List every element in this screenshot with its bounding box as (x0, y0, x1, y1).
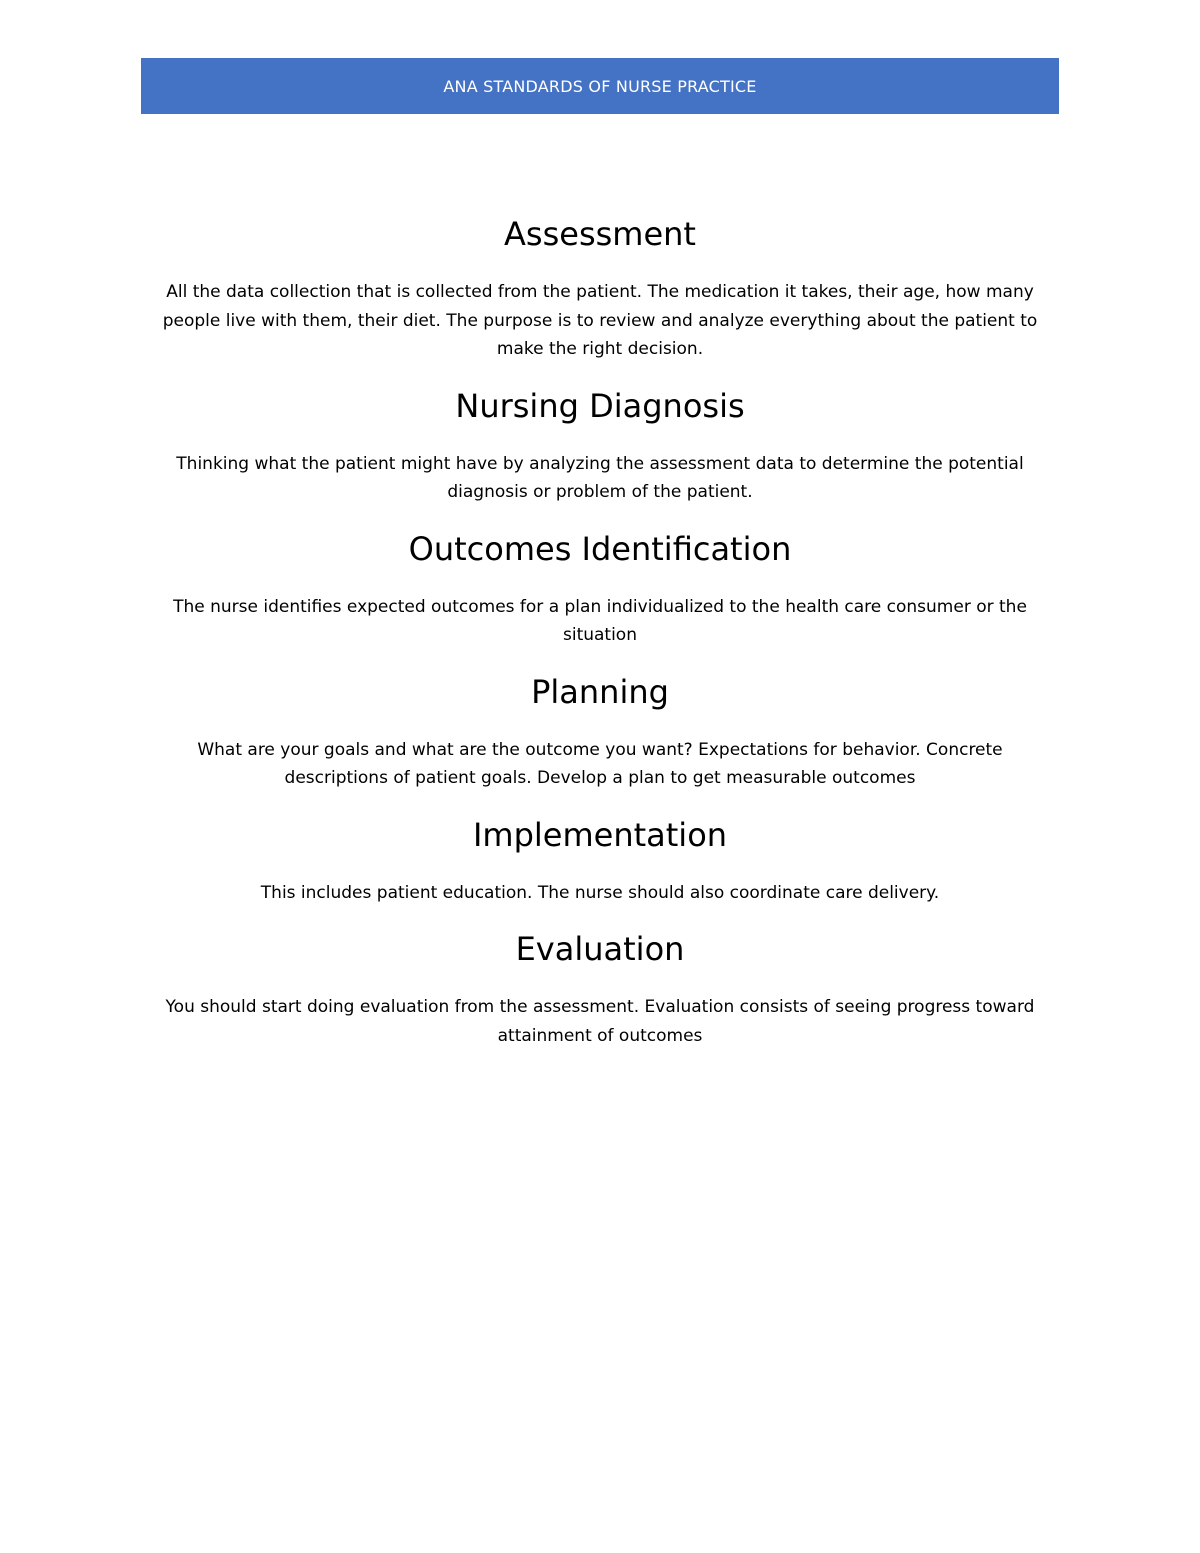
section-assessment (141, 212, 1059, 364)
section-text: Thinking what the patient might have by analyzing the assessment data to determine the potential diagnosis or problem of the patient. (176, 453, 1024, 502)
section-heading: Planning (531, 672, 669, 711)
section-heading: Assessment (504, 215, 696, 253)
section-heading: Outcomes Identification (408, 529, 792, 568)
section-nursing-diagnosis (141, 384, 1059, 507)
section-text: The nurse identifies expected outcomes for a plan individualized to the health care consumer or the situation (173, 596, 1027, 645)
section-heading: Nursing Diagnosis (455, 386, 745, 425)
section-implementation (141, 813, 1059, 908)
section-heading: Evaluation (515, 930, 685, 968)
header-banner (141, 58, 1059, 114)
section-evaluation (141, 927, 1059, 1050)
section-heading: Implementation (472, 815, 728, 854)
section-outcomes-identification (141, 527, 1059, 650)
section-text: This includes patient education. The nurse should also coordinate care delivery. (260, 882, 940, 903)
document-body (141, 212, 1059, 1050)
section-planning (141, 670, 1059, 793)
section-text: You should start doing evaluation from the assessment. Evaluation consists of seeing progress toward attainment of outcomes (165, 997, 1035, 1046)
document-title: ANA STANDARDS OF NURSE PRACTICE (443, 76, 757, 96)
section-text: What are your goals and what are the outcome you want? Expectations for behavior. Concrete descriptions of patient goals. Develop a plan to get measurable outcomes (197, 739, 1003, 788)
section-text: All the data collection that is collected from the patient. The medication it takes, their age, how many people live with them, their diet. The purpose is to review and analyze everything about the patient to make the right decision. (162, 282, 1038, 359)
